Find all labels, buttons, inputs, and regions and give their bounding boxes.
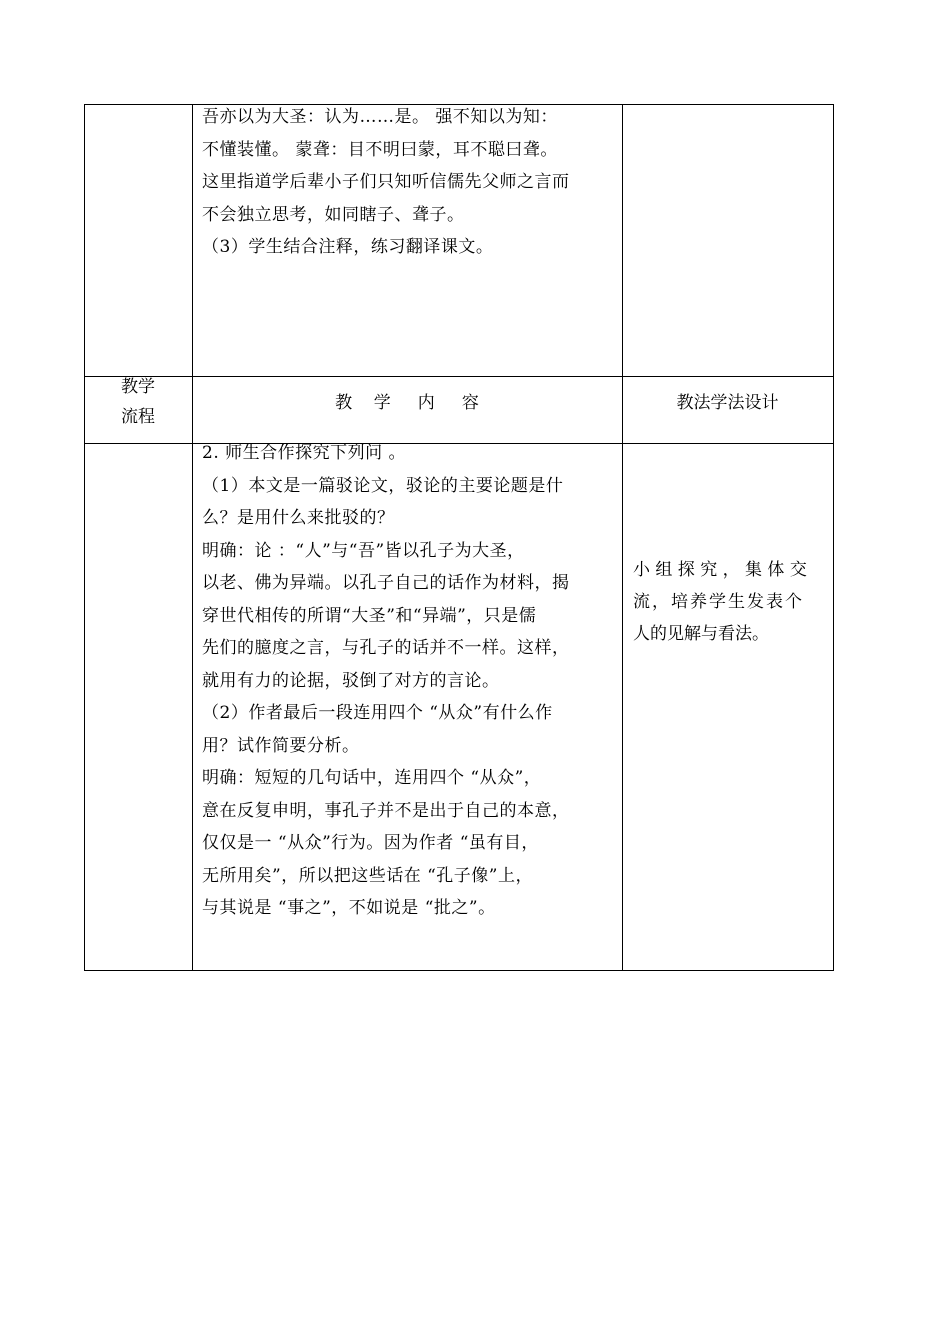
bottom-content-line-14: 无所用矣”，所以把这些话在 “孔子像”上， — [202, 865, 533, 886]
flow-label-line-1: 教学 — [121, 377, 155, 397]
top-content-line-5: （3）学生结合注释，练习翻译课文。 — [202, 237, 494, 257]
top-content-line-3: 这里指道学后辈小子们只知听信儒先父师之言而 — [202, 172, 570, 192]
bottom-content-line-2: （1）本文是一篇驳论文，驳论的主要论题是什 — [202, 475, 564, 496]
column-divider-1 — [192, 104, 193, 971]
bottom-content-line-1: 2. 师生合作探究下列问 。 — [202, 443, 407, 463]
lesson-table — [84, 104, 834, 971]
flow-label-cell — [84, 372, 192, 432]
column-divider-2 — [622, 104, 623, 971]
bottom-content-line-8: 就用有力的论据，驳倒了对方的言论。 — [202, 670, 500, 691]
bottom-content-line-15: 与其说是 “事之”，不如说是 “批之”。 — [202, 898, 496, 918]
bottom-content-line-10: 用？试作简要分析。 — [202, 735, 360, 756]
method-note-line-3: 人的见解与看法。 — [633, 624, 769, 644]
bottom-content-line-5: 以老、佛为异端。以孔子自己的话作为材料，揭 — [202, 573, 570, 593]
bottom-content-line-9: （2）作者最后一段连用四个 “从众”有什么作 — [202, 703, 553, 723]
method-note-cell — [633, 554, 829, 650]
bottom-content-line-7: 先们的臆度之言，与孔子的话并不一样。这样， — [202, 638, 570, 658]
bottom-content-line-13: 仅仅是一 “从众”行为。因为作者 “虽有目， — [202, 833, 539, 853]
table-left-border — [84, 104, 85, 971]
method-note-line-1: 小 组 探 究 ， 集 体 交 — [633, 560, 807, 580]
flow-label-line-2: 流程 — [121, 407, 155, 427]
bottom-content-line-12: 意在反复申明，事孔子并不是出于自己的本意， — [202, 800, 570, 821]
bottom-content-line-6: 穿世代相传的所谓“大圣”和“异端”，只是儒 — [202, 605, 537, 626]
top-row-content-cell — [202, 101, 622, 264]
method-header-label: 教法学法设计 — [676, 393, 779, 413]
top-content-line-1: 吾亦以为大圣：认为……是。 强不知以为知： — [202, 107, 558, 127]
top-content-line-2: 不懂装懂。 蒙聋：目不明曰蒙，耳不聪曰聋。 — [202, 139, 558, 160]
bottom-content-line-4: 明确：论 ：“人”与“吾”皆以孔子为大圣， — [202, 540, 525, 561]
bottom-content-line-3: 么？是用什么来批驳的？ — [202, 508, 395, 528]
bottom-row-content-cell — [202, 437, 622, 925]
bottom-content-line-11: 明确：短短的几句话中，连用四个 “从众”， — [202, 768, 542, 788]
method-note-line-2: 流，培养学生发表个 — [633, 592, 804, 612]
table-bottom-border — [84, 970, 834, 971]
top-content-line-4: 不会独立思考，如同瞎子、聋子。 — [202, 204, 465, 225]
table-right-border — [833, 104, 834, 971]
header-row-top-border — [84, 376, 834, 377]
content-header-label: 教 学 内 容 — [335, 393, 479, 413]
